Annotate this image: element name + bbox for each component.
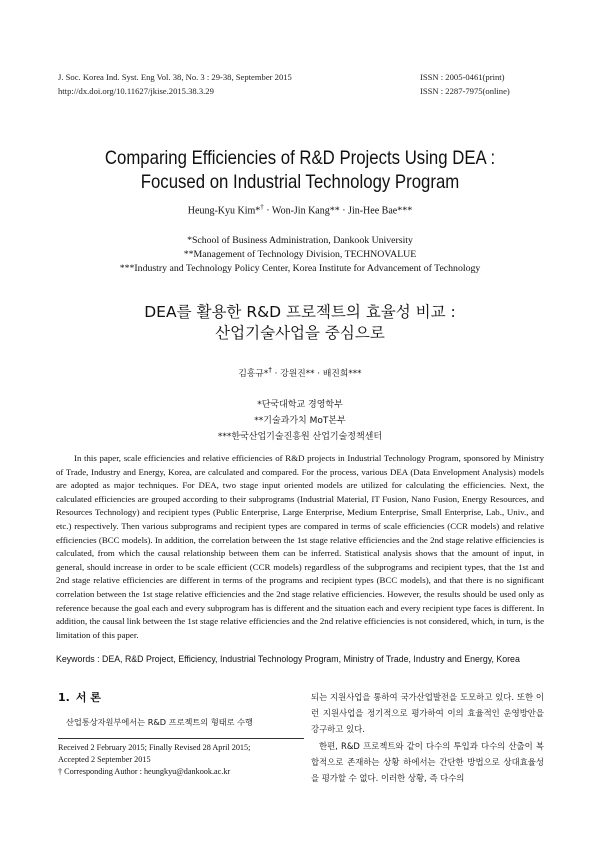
keywords-text: DEA, R&D Project, Efficiency, Industrial Technology Program, Ministry of Trade, Industry and Energy, Korea (101, 654, 520, 664)
affiliation-1: *School of Business Administration, Dankook University (187, 235, 413, 246)
authors-english (0, 203, 600, 216)
affiliation-ko-2: **기술과가치 MoT본부 (254, 416, 346, 426)
paper-title-korean (0, 302, 600, 344)
affiliations-korean (0, 397, 600, 445)
body-column-right (311, 689, 544, 786)
body-paragraph-1: 되는 지원사업을 통하여 국가산업발전을 도모하고 있다. 또한 이런 지원사업을 정기적으로 평가하여 이의 효율적인 운영방안을 강구하고 있다. (311, 692, 544, 735)
authors-korean (0, 366, 600, 379)
keywords-label: Keywords (56, 654, 95, 664)
doi-link[interactable]: http://dx.doi.org/10.11627/jkise.2015.38.3.29 (58, 86, 214, 96)
issn-online: ISSN : 2287-7975(online) (420, 86, 510, 96)
corresponding-author-mark-ko: † (268, 366, 272, 375)
issn-print: ISSN : 2005-0461(print) (420, 72, 505, 82)
section-heading-introduction (58, 689, 101, 705)
journal-citation: J. Soc. Korea Ind. Syst. Eng Vol. 38, No. 3 : 29-38, September 2015 (58, 72, 292, 82)
author-1-name: Heung-Kyu Kim* (187, 205, 261, 217)
intro-paragraph-start: 산업통상자원부에서는 R&D 프로젝트의 형태로 수행 (66, 717, 253, 727)
affiliations-english (0, 234, 600, 276)
title-ko-line-1: DEA를 활용한 R&D 프로젝트의 효율성 비교 : (144, 303, 456, 321)
author-1-name-ko: 김흥규* (238, 369, 269, 379)
corresponding-author-mark: † (260, 203, 264, 211)
corresponding-mark: † (58, 767, 63, 776)
abstract: In this paper, scale efficiencies and relative efficiencies of R&D projects in Industrial Technology Program, sponsored by Ministry of Trade, Industry and Energy, Korea, are calculated and compared. For the process, various DEA (Data Envelopment Analysis) models are adopted as major techniques. For DEA, two stage input oriented models are utilized for calculating the efficiencies. Next, the calculated efficiencies are grouped according to their subprograms (Industrial Material, IT Fusion, Nano Fusion, Energy Resources, and Resources Technology) and recipient types (Public Enterprise, Large Enterprise, Medium Enterprise, Small Enterprise, Lab., Univ., and etc.) respectively. Then various subprograms and recipient types are compared in terms of scale efficiencies (CCR models) and relative efficiencies (BCC models). In addition, the correlation between the 1st stage relative efficiencies and the 2nd stage relative efficiencies is calculated, from which the causal relationship between them can be inferred. Statistical analysis shows that the amount of input, in general, should increase in order to be scale efficient (CCR models) regardless of the subprograms and recipient types, that the 1st and 2nd stage relative efficiencies are different in terms of the programs and recipient types (BCC models), and that there is no significant correlation between the 1st stage relative efficiencies and the 2nd stage relative efficiencies. However, the results should be used only as reference because the goal each and every subprogram has is different and the situation each and every recipient type faces is different. In addition, the causal link between the 1st stage relative efficiencies and the 2nd relative efficiencies is not considered, which, in turn, is the limitation of this paper. (56, 453, 544, 640)
title-en-line-1: Comparing Efficiencies of R&D Projects Using DEA : (104, 147, 496, 169)
other-authors: · Won-Jin Kang** · Jin-Hee Bae*** (263, 205, 413, 217)
other-authors-ko: · 강원진** · 배진희*** (271, 369, 362, 379)
section-number: 1. (58, 691, 70, 704)
affiliation-2: **Management of Technology Division, TECHNOVALUE (183, 249, 417, 260)
footnote-divider (58, 738, 304, 739)
affiliation-ko-3: ***한국산업기술진흥원 산업기술정책센터 (217, 432, 383, 442)
keywords: Keywords : DEA, R&D Project, Efficiency, Industrial Technology Program, Ministry of Trade, Industry and Energy, Korea (56, 654, 520, 664)
title-en-line-2: Focused on Industrial Technology Program (140, 171, 460, 193)
title-ko-line-2: 산업기술사업을 중심으로 (215, 324, 385, 342)
paper-title-english (42, 146, 558, 194)
corresponding-author-text: Corresponding Author : heungkyu@dankook.ac.kr (64, 767, 231, 776)
received-date: Received 2 February 2015; Finally Revised 28 April 2015; (58, 743, 251, 752)
corresponding-author (58, 766, 304, 778)
affiliation-ko-1: *단국대학교 경영학부 (257, 400, 343, 410)
accepted-date: Accepted 2 September 2015 (58, 755, 151, 764)
affiliation-3: ***Industry and Technology Policy Center, Korea Institute for Advancement of Technology (119, 263, 481, 274)
body-paragraph-2: 한편, R&D 프로젝트와 같이 다수의 투입과 다수의 산출이 복합적으로 존재하는 상황 하에서는 간단한 방법으로 상대효율성을 평가할 수 없다. 이러한 상황, 즉 다수의 (311, 740, 544, 784)
section-title: 서 론 (75, 691, 101, 704)
footnotes (58, 742, 304, 778)
